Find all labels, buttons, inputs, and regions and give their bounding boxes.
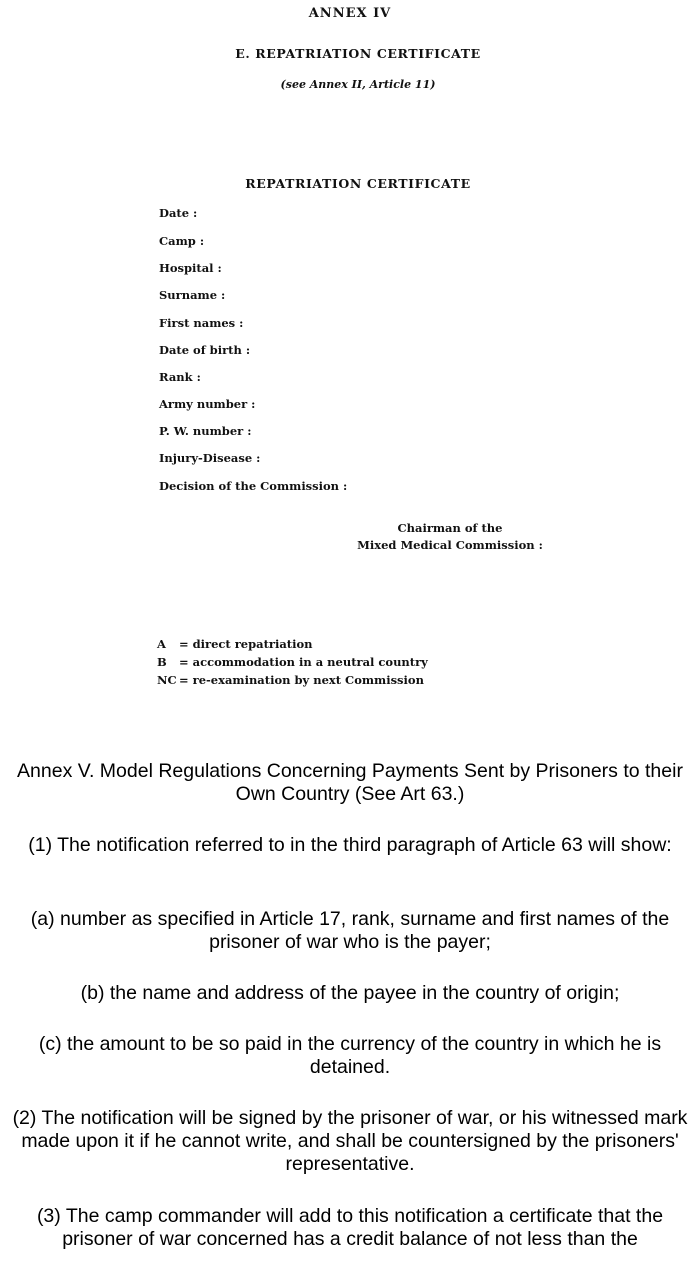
field-date: Date :: [159, 206, 198, 220]
field-date-of-birth: Date of birth :: [159, 343, 251, 357]
field-first-names: First names :: [159, 316, 244, 330]
certificate-title: REPATRIATION CERTIFICATE: [245, 176, 471, 191]
annex-reference: (see Annex II, Article 11): [280, 78, 436, 91]
field-hospital: Hospital :: [159, 261, 222, 275]
field-pw-number: P. W. number :: [159, 424, 252, 438]
paragraph-1: [0, 834, 700, 857]
paragraph-text: (2) The notification will be signed by the prisoner of war, or his witnessed mark made upon it if he cannot write, and shall be countersigned by the prisoners' representative.: [12, 1107, 688, 1175]
field-rank: Rank :: [159, 370, 201, 384]
annex-label: ANNEX IV: [308, 6, 392, 21]
paragraph-text: (c) the amount to be so paid in the currency of the country in which he is detained.: [38, 1033, 662, 1078]
field-camp: Camp :: [159, 234, 205, 248]
paragraph-3: [0, 1205, 700, 1251]
paragraph-b: [0, 982, 700, 1005]
heading-text: Annex V. Model Regulations Concerning Payments Sent by Prisoners to their Own Country (See Art 63.): [17, 760, 683, 805]
signature-line-1: Chairman of the: [397, 521, 503, 535]
legend-meaning: = direct repatriation: [179, 637, 313, 651]
paragraph-2: [0, 1107, 700, 1176]
paragraph-text: (3) The camp commander will add to this notification a certificate that the prisoner of war concerned has a credit balance of not less than the: [36, 1205, 664, 1250]
legend-meaning: = re-examination by next Commission: [179, 673, 424, 687]
field-army-number: Army number :: [159, 397, 256, 411]
signature-block: [340, 520, 560, 554]
field-surname: Surname :: [159, 288, 226, 302]
legend-item: [157, 637, 313, 651]
paragraph-text: (b) the name and address of the payee in the country of origin;: [80, 982, 620, 1004]
paragraph-a: [0, 908, 700, 954]
paragraph-text: (a) number as specified in Article 17, rank, surname and first names of the prisoner of war who is the payer;: [30, 908, 670, 953]
section-title: E. REPATRIATION CERTIFICATE: [235, 46, 481, 61]
legend-item: [157, 655, 428, 669]
legend-code: A: [157, 637, 166, 651]
annex-v-heading: [0, 760, 700, 806]
field-injury-disease: Injury-Disease :: [159, 451, 261, 465]
field-decision: Decision of the Commission :: [159, 479, 348, 493]
legend-item: [157, 673, 424, 687]
legend-code: NC: [157, 673, 177, 687]
signature-line-2: Mixed Medical Commission :: [357, 538, 543, 552]
paragraph-text: (1) The notification referred to in the third paragraph of Article 63 will show:: [28, 834, 672, 856]
paragraph-c: [0, 1033, 700, 1079]
legend-meaning: = accommodation in a neutral country: [179, 655, 428, 669]
legend-code: B: [157, 655, 167, 669]
